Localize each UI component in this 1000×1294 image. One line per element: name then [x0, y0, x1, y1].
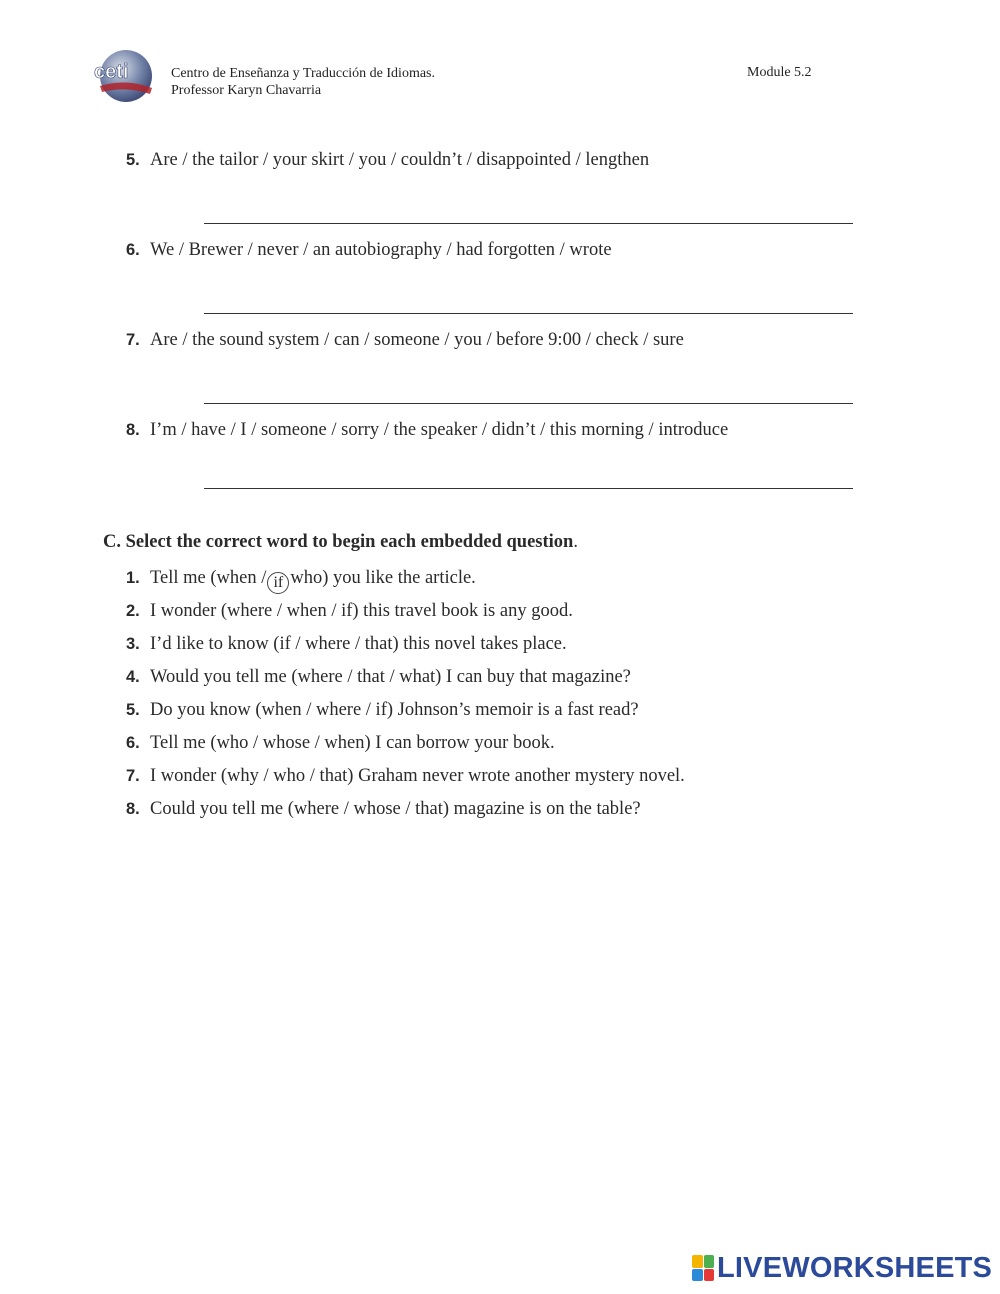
item-prompt: Are / the tailor / your skirt / you / couldn’t / disappointed / lengthen — [150, 150, 650, 170]
item-number: 6. — [126, 734, 140, 752]
item-prompt: We / Brewer / never / an autobiography / had forgotten / wrote — [150, 240, 612, 260]
section-c-heading — [103, 532, 578, 553]
module-label: Module 5.2 — [747, 65, 812, 80]
c-item-8[interactable] — [126, 799, 641, 820]
liveworksheets-icon — [692, 1255, 714, 1281]
header-text — [171, 65, 435, 99]
item-text-before: Tell me (when / — [150, 568, 267, 588]
c-item-3[interactable] — [126, 634, 567, 655]
item-number: 8. — [126, 800, 140, 818]
b-item-5 — [126, 150, 649, 171]
logo-text: ceti — [94, 61, 129, 83]
b-item-8 — [126, 420, 728, 441]
item-number: 5. — [126, 701, 140, 719]
item-text: I wonder (where / when / if) this travel book is any good. — [150, 601, 573, 621]
item-number: 5. — [126, 151, 140, 169]
c-item-4[interactable] — [126, 667, 631, 688]
c-item-1 — [126, 568, 476, 594]
item-number: 4. — [126, 668, 140, 686]
item-number: 1. — [126, 569, 140, 587]
item-number: 6. — [126, 241, 140, 259]
c-item-2[interactable] — [126, 601, 573, 622]
institution-name: Centro de Enseñanza y Traducción de Idiomas. — [171, 66, 435, 81]
answer-line-8[interactable] — [204, 488, 853, 489]
item-number: 3. — [126, 635, 140, 653]
item-prompt: I’m / have / I / someone / sorry / the speaker / didn’t / this morning / introduce — [150, 420, 729, 440]
item-text: Do you know (when / where / if) Johnson’s memoir is a fast read? — [150, 700, 639, 720]
circled-answer[interactable]: if — [267, 572, 289, 594]
section-c-title: C. Select the correct word to begin each embedded question — [103, 532, 574, 552]
answer-line-6[interactable] — [204, 313, 853, 314]
item-prompt: Are / the sound system / can / someone / you / before 9:00 / check / sure — [150, 330, 684, 350]
item-text: Would you tell me (where / that / what) I can buy that magazine? — [150, 667, 631, 687]
liveworksheets-wordmark: LIVEWORKSHEETS — [717, 1251, 993, 1284]
item-text: Could you tell me (where / whose / that) magazine is on the table? — [150, 799, 641, 819]
c-item-6[interactable] — [126, 733, 555, 754]
item-number: 7. — [126, 331, 140, 349]
ceti-logo — [92, 48, 156, 104]
item-number: 7. — [126, 767, 140, 785]
liveworksheets-brand[interactable] — [692, 1252, 992, 1284]
item-text: I wonder (why / who / that) Graham never wrote another mystery novel. — [150, 766, 685, 786]
b-item-7 — [126, 330, 684, 351]
c-item-7[interactable] — [126, 766, 685, 787]
item-text: I’d like to know (if / where / that) this novel takes place. — [150, 634, 567, 654]
answer-line-7[interactable] — [204, 403, 853, 404]
b-item-6 — [126, 240, 612, 261]
c-item-5[interactable] — [126, 700, 639, 721]
item-number: 8. — [126, 421, 140, 439]
item-text: Tell me (who / whose / when) I can borrow your book. — [150, 733, 555, 753]
professor-name: Professor Karyn Chavarria — [171, 83, 322, 98]
item-text-after: who) you like the article. — [290, 568, 476, 588]
section-c-period: . — [573, 532, 578, 552]
answer-line-5[interactable] — [204, 223, 853, 224]
item-number: 2. — [126, 602, 140, 620]
